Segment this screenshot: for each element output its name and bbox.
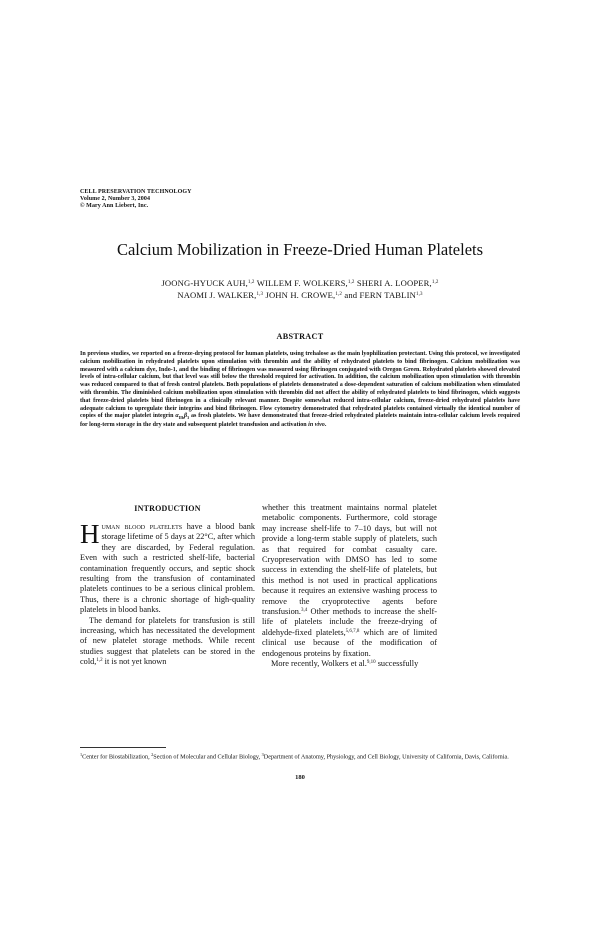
intro-paragraph-3-end: which are of limited clinical use because of the modification of endogenous proteins by fixation. bbox=[262, 627, 437, 658]
author-walker-affiliation: 1,3 bbox=[256, 292, 264, 297]
citation-5-8: 5,6,7,8 bbox=[345, 628, 360, 634]
citation-3-4: 3,4 bbox=[300, 608, 308, 614]
author-line-2 bbox=[0, 289, 600, 301]
author-crowe: JOHN H. CROWE, bbox=[263, 290, 336, 300]
article-title: Calcium Mobilization in Freeze-Dried Human Platelets bbox=[116, 240, 484, 259]
affiliation-3: Department of Anatomy, Physiology, and Cell Biology, University of California, Davis, California. bbox=[263, 753, 509, 761]
intro-paragraph-2 bbox=[80, 616, 255, 668]
abstract-text-part-2: as fresh platelets. We have demonstrated that freeze-dried rehydrated platelets maintain intra-cellular calcium levels required for long-term storage in the dry state and subsequent platelet transfusion and activation bbox=[80, 413, 520, 429]
intro-paragraph-1 bbox=[80, 519, 256, 616]
author-line-1 bbox=[0, 277, 600, 289]
footnote-mark-3: 3 bbox=[261, 752, 264, 757]
author-crowe-affiliation: 1,2 bbox=[335, 292, 343, 297]
affiliation-1: Center for Biostabilization, bbox=[82, 753, 152, 761]
intro-paragraph-4-end: successfully bbox=[375, 659, 419, 669]
author-list bbox=[0, 277, 600, 301]
left-column bbox=[80, 519, 256, 668]
abstract-heading: ABSTRACT bbox=[276, 332, 324, 341]
intro-paragraph-2-end: it is not yet known bbox=[102, 657, 167, 667]
author-walker: NAOMI J. WALKER, bbox=[177, 290, 257, 300]
footnote-rule bbox=[80, 747, 166, 748]
author-auh-affiliation: 1,2 bbox=[247, 280, 255, 285]
author-looper-affiliation: 1,2 bbox=[431, 280, 439, 285]
author-tablin-affiliation: 1,3 bbox=[415, 292, 423, 297]
journal-copyright: © Mary Ann Liebert, Inc. bbox=[80, 203, 149, 209]
author-wolkers: WILLEM F. WOLKERS, bbox=[254, 278, 348, 288]
drop-cap: H bbox=[80, 519, 100, 549]
page-number: 180 bbox=[295, 774, 305, 781]
introduction-heading: INTRODUCTION bbox=[134, 504, 201, 513]
intro-paragraph-3 bbox=[262, 503, 437, 659]
abstract-body bbox=[80, 351, 520, 430]
affiliation-footnote bbox=[80, 751, 520, 762]
journal-header bbox=[80, 189, 192, 210]
author-wolkers-affiliation: 1,2 bbox=[347, 280, 355, 285]
intro-paragraph-3-text: whether this treatment maintains normal platelet metabolic components. Furthermore, cold storage may increase shelf-life to 7–10 days, but will not provide a long-term stable supply of platelets, such as that required for combat casualty care. Cryopreservation with DMSO has led to some success in extending the shelf-life of platelets, but this method is not used in practical applications because it requires an extensive washing process to remove the cryoprotective agents before transfusion. bbox=[262, 503, 437, 617]
abstract-text-part-1: In previous studies, we reported on a freeze-drying protocol for human platelets, using trehalose as the main lyophilization protectant. Using this protocol, we investigated calcium mobilization in rehydrated platelets upon stimulation with thrombin and the ability of rehydrated platelets to bind fibrinogen. Calcium mobilization was measured with a calcium dye, Indo-1, and the binding of fibrinogen was measured using fibrinogen conjugated with Oregon Green. Rehydrated platelets showed elevated levels of intra-cellular calcium, but that level was still below the threshold required for activation. In addition, the calcium mobilization upon stimulation with thrombin was reduced compared to that of fresh control platelets. Both populations of platelets demonstrated a dose-dependent saturation of calcium mobilization when stimulated with thrombin. The diminished calcium mobilization upon stimulation with thrombin did not affect the ability of rehydrated platelets to bind fibrinogen, which suggests that freeze-dried platelets bind fibrinogen in a clinically relevant manner. Despite somewhat reduced intra-cellular calcium, freeze-dried rehydrated platelets have adequate calcium to upregulate their integrins and bind fibrinogen. Flow cytometry demonstrated that rehydrated platelets contained virtually the identical number of copies of the major platelet integrin bbox=[80, 351, 520, 420]
affiliation-2: Section of Molecular and Cellular Biology, bbox=[153, 753, 262, 761]
integrin-beta: β bbox=[184, 413, 188, 420]
intro-lead-smallcaps: uman blood platelets bbox=[101, 522, 183, 531]
journal-volume: Volume 2, Number 3, 2004 bbox=[80, 196, 151, 202]
right-column bbox=[262, 503, 437, 670]
author-tablin: and FERN TABLIN bbox=[342, 290, 416, 300]
integrin-beta-subscript: 3 bbox=[187, 415, 190, 421]
intro-paragraph-3-cont: Other methods to increase the shelf-life of platelets include the freeze-drying of aldehyde-fixed platelets, bbox=[262, 607, 437, 637]
author-auh: JOONG-HYUCK AUH, bbox=[161, 278, 248, 288]
intro-paragraph-4-text: More recently, Wolkers et al. bbox=[271, 659, 367, 669]
abstract-text-end: . bbox=[324, 422, 327, 429]
integrin-alpha-subscript: IIb bbox=[178, 415, 185, 421]
abstract-italic-term: in vivo bbox=[308, 422, 325, 429]
integrin-alpha: α bbox=[175, 413, 179, 420]
footnote-mark-2: 2 bbox=[151, 752, 154, 757]
journal-name: CELL PRESERVATION TECHNOLOGY bbox=[80, 189, 192, 195]
footnote-mark-1: 1 bbox=[80, 752, 83, 757]
citation-9-10: 9,10 bbox=[366, 660, 376, 666]
intro-paragraph-4 bbox=[262, 659, 437, 669]
author-looper: SHERI A. LOOPER, bbox=[354, 278, 432, 288]
citation-1-2: 1,2 bbox=[96, 658, 103, 664]
intro-paragraph-1-text: have a blood bank storage lifetime of 5 days at 22°C, after which they are discarded, by Federal regulation. Even with such a restricted shelf-life, bacterial contamination frequently occurs, and septic shock resulting from the transfusion of contaminated platelets continues to be a serious clinical problem. Thus, there is a chronic shortage of high-quality platelets in blood banks. bbox=[80, 522, 256, 615]
intro-paragraph-2-text: The demand for platelets for transfusion is still increasing, which has necessitated the development of new platelet storage methods. While recent studies suggest that platelets can be stored in the cold, bbox=[80, 615, 255, 667]
